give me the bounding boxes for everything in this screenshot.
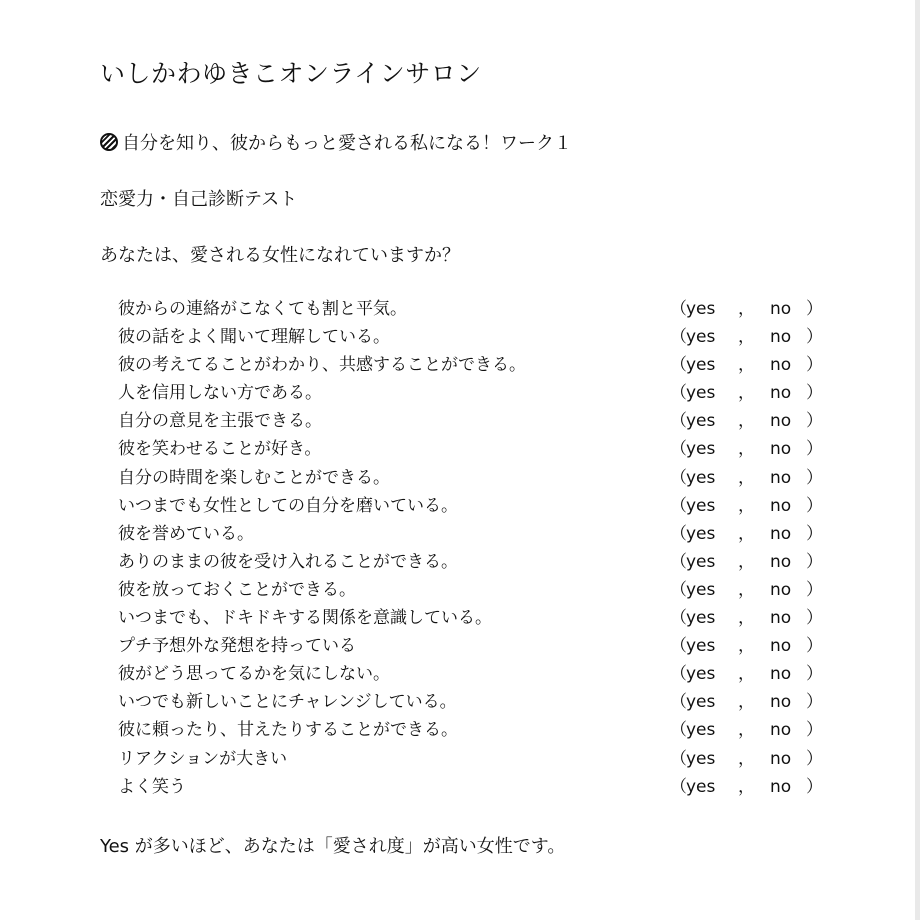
yes-option[interactable]: yes bbox=[686, 495, 716, 516]
separator-comma: ， bbox=[738, 327, 755, 348]
separator-comma: ， bbox=[738, 692, 755, 713]
no-option[interactable]: no bbox=[770, 383, 792, 404]
yes-option[interactable]: yes bbox=[686, 664, 716, 685]
open-paren: （ bbox=[670, 327, 687, 348]
separator-comma: ， bbox=[738, 636, 755, 657]
close-paren: ） bbox=[806, 383, 823, 404]
open-paren: （ bbox=[670, 495, 687, 516]
separator-comma: ， bbox=[738, 776, 755, 797]
item-text: よく笑う bbox=[118, 776, 186, 797]
separator-comma: ， bbox=[738, 720, 755, 741]
checklist-item bbox=[118, 351, 823, 379]
work-title: 自分を知り、彼からもっと愛される私になる！ワーク１ bbox=[122, 133, 572, 154]
no-option[interactable]: no bbox=[770, 299, 792, 319]
checklist-item bbox=[118, 716, 823, 744]
separator-comma: ， bbox=[738, 467, 755, 488]
yes-option[interactable]: yes bbox=[686, 776, 716, 797]
checklist-item bbox=[118, 379, 823, 407]
yes-option[interactable]: yes bbox=[686, 636, 716, 657]
separator-comma: ， bbox=[738, 523, 755, 544]
no-option[interactable]: no bbox=[770, 551, 792, 572]
item-text: いつでも新しいことにチャレンジしている。 bbox=[118, 692, 457, 713]
close-paren: ） bbox=[806, 636, 823, 657]
test-title: 恋愛力・自己診断テスト bbox=[100, 189, 298, 210]
item-text: プチ予想外な発想を持っている bbox=[118, 636, 356, 657]
item-text: 彼に頼ったり、甘えたりすることができる。 bbox=[118, 720, 458, 741]
close-paren: ） bbox=[806, 411, 823, 432]
item-text: 彼の考えてることがわかり、共感することができる。 bbox=[118, 355, 526, 376]
item-text: 彼を放っておくことができる。 bbox=[118, 579, 356, 600]
checklist-item bbox=[118, 660, 823, 688]
separator-comma: ， bbox=[738, 608, 755, 629]
close-paren: ） bbox=[806, 664, 823, 685]
checklist-item bbox=[118, 323, 823, 351]
no-option[interactable]: no bbox=[770, 664, 792, 685]
checklist-item bbox=[118, 688, 823, 716]
open-paren: （ bbox=[670, 383, 687, 404]
open-paren: （ bbox=[670, 299, 687, 319]
close-paren: ） bbox=[806, 439, 823, 460]
open-paren: （ bbox=[670, 551, 687, 572]
item-text: 彼を笑わせることが好き。 bbox=[118, 439, 322, 460]
separator-comma: ， bbox=[738, 664, 755, 685]
item-text: いつまでも、ドキドキする関係を意識している。 bbox=[118, 608, 492, 629]
bullet-circle-icon bbox=[100, 133, 118, 151]
no-option[interactable]: no bbox=[770, 692, 792, 713]
no-option[interactable]: no bbox=[770, 748, 792, 769]
open-paren: （ bbox=[670, 411, 687, 432]
checklist-item bbox=[118, 435, 823, 463]
checklist-item bbox=[118, 407, 823, 435]
salon-title: いしかわゆきこオンラインサロン bbox=[100, 59, 482, 88]
separator-comma: ， bbox=[738, 748, 755, 769]
checklist-item bbox=[118, 604, 823, 632]
no-option[interactable]: no bbox=[770, 720, 792, 741]
main-question: あなたは、愛される女性になれていますか？ bbox=[100, 245, 460, 266]
item-text: 彼の話をよく聞いて理解している。 bbox=[118, 327, 390, 348]
close-paren: ） bbox=[806, 720, 823, 741]
yes-option[interactable]: yes bbox=[686, 467, 716, 488]
close-paren: ） bbox=[806, 692, 823, 713]
yes-option[interactable]: yes bbox=[686, 748, 716, 769]
yes-option[interactable]: yes bbox=[686, 299, 716, 319]
yes-option[interactable]: yes bbox=[686, 551, 716, 572]
item-text: 自分の時間を楽しむことができる。 bbox=[118, 467, 390, 488]
yes-option[interactable]: yes bbox=[686, 439, 716, 460]
separator-comma: ， bbox=[738, 495, 755, 516]
separator-comma: ， bbox=[738, 355, 755, 376]
open-paren: （ bbox=[670, 467, 687, 488]
open-paren: （ bbox=[670, 355, 687, 376]
no-option[interactable]: no bbox=[770, 523, 792, 544]
open-paren: （ bbox=[670, 692, 687, 713]
separator-comma: ， bbox=[738, 411, 755, 432]
close-paren: ） bbox=[806, 608, 823, 629]
close-paren: ） bbox=[806, 327, 823, 348]
close-paren: ） bbox=[806, 579, 823, 600]
checklist-item bbox=[118, 295, 823, 323]
close-paren: ） bbox=[806, 495, 823, 516]
no-option[interactable]: no bbox=[770, 579, 792, 600]
close-paren: ） bbox=[806, 467, 823, 488]
checklist-item bbox=[118, 464, 823, 492]
checklist-item bbox=[118, 632, 823, 660]
close-paren: ） bbox=[806, 748, 823, 769]
item-text: 彼がどう思ってるかを気にしない。 bbox=[118, 664, 390, 685]
item-text: リアクションが大きい bbox=[118, 748, 288, 769]
work-heading bbox=[100, 129, 572, 155]
separator-comma: ， bbox=[738, 439, 755, 460]
open-paren: （ bbox=[670, 776, 687, 797]
conclusion-text: Yes が多いほど、あなたは「愛され度」が高い女性です。 bbox=[100, 836, 566, 857]
separator-comma: ， bbox=[738, 299, 755, 319]
yes-option[interactable]: yes bbox=[686, 327, 716, 348]
item-text: 人を信用しない方である。 bbox=[118, 383, 322, 404]
open-paren: （ bbox=[670, 523, 687, 544]
no-option[interactable]: no bbox=[770, 327, 792, 348]
yes-option[interactable]: yes bbox=[686, 523, 716, 544]
yes-option[interactable]: yes bbox=[686, 411, 716, 432]
close-paren: ） bbox=[806, 299, 823, 319]
checklist-item bbox=[118, 548, 823, 576]
close-paren: ） bbox=[806, 776, 823, 797]
no-option[interactable]: no bbox=[770, 495, 792, 516]
checklist-item bbox=[118, 773, 823, 801]
item-text: いつまでも女性としての自分を磨いている。 bbox=[118, 495, 458, 516]
close-paren: ） bbox=[806, 523, 823, 544]
item-text: ありのままの彼を受け入れることができる。 bbox=[118, 551, 458, 572]
checklist bbox=[118, 295, 823, 801]
close-paren: ） bbox=[806, 355, 823, 376]
yes-option[interactable]: yes bbox=[686, 579, 716, 600]
item-text: 自分の意見を主張できる。 bbox=[118, 411, 322, 432]
separator-comma: ， bbox=[738, 383, 755, 404]
checklist-item bbox=[118, 745, 823, 773]
checklist-item bbox=[118, 520, 823, 548]
yes-option[interactable]: yes bbox=[686, 720, 716, 741]
close-paren: ） bbox=[806, 551, 823, 572]
open-paren: （ bbox=[670, 720, 687, 741]
checklist-item bbox=[118, 576, 823, 604]
no-option[interactable]: no bbox=[770, 608, 792, 629]
no-option[interactable]: no bbox=[770, 467, 792, 488]
open-paren: （ bbox=[670, 748, 687, 769]
no-option[interactable]: no bbox=[770, 355, 792, 376]
no-option[interactable]: no bbox=[770, 411, 792, 432]
no-option[interactable]: no bbox=[770, 439, 792, 460]
item-text: 彼を誉めている。 bbox=[118, 523, 254, 544]
checklist-item bbox=[118, 492, 823, 520]
open-paren: （ bbox=[670, 439, 687, 460]
item-text: 彼からの連絡がこなくても割と平気。 bbox=[118, 299, 407, 319]
no-option[interactable]: no bbox=[770, 776, 792, 797]
yes-option[interactable]: yes bbox=[686, 608, 716, 629]
open-paren: （ bbox=[670, 579, 687, 600]
open-paren: （ bbox=[670, 608, 687, 629]
separator-comma: ， bbox=[738, 579, 755, 600]
open-paren: （ bbox=[670, 636, 687, 657]
yes-option[interactable]: yes bbox=[686, 692, 716, 713]
yes-option[interactable]: yes bbox=[686, 383, 716, 404]
separator-comma: ， bbox=[738, 551, 755, 572]
open-paren: （ bbox=[670, 664, 687, 685]
yes-option[interactable]: yes bbox=[686, 355, 716, 376]
no-option[interactable]: no bbox=[770, 636, 792, 657]
page-edge bbox=[915, 0, 920, 920]
